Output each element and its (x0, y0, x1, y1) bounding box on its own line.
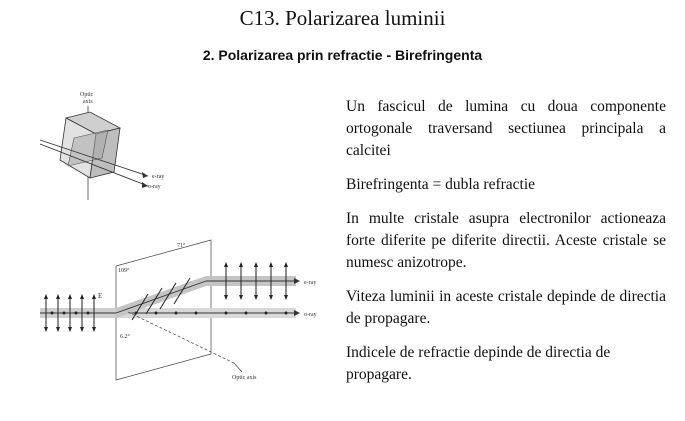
explanation-text (346, 96, 666, 398)
optic-axis-label-1: Optic (80, 92, 94, 98)
o-ray-label: o-ray (304, 312, 317, 318)
paragraph-refractive-index: Indicele de refractie depinde de directia de propagare. (346, 344, 611, 383)
optic-axis-label: Optic axis (232, 375, 257, 381)
optic-axis-line (128, 312, 236, 364)
o-ray-label: o-ray (148, 184, 161, 190)
slide-subtitle: 2. Polarizarea prin refractie - Birefringenta (202, 47, 483, 63)
paragraph-calcite: Un fascicul de lumina cu doua componente ortogonale traversand sectiunea principala a calcitei (346, 98, 666, 159)
calcite-crystal-figure (30, 88, 200, 218)
e-ray-label: e-ray (304, 280, 317, 286)
e-field-label: E (98, 292, 103, 300)
angle-6-2-label: 6.2° (120, 334, 130, 340)
e-ray-arrow (142, 172, 148, 178)
angle-71-label: 71° (177, 243, 186, 249)
optic-axis-label-2: axis (83, 99, 93, 105)
paragraph-birefringence: Birefringenta = dubla refractie (346, 176, 536, 193)
paragraph-light-speed: Viteza luminii in aceste cristale depinde de directia de propagare. (346, 288, 666, 327)
double-refraction-figure (36, 232, 326, 382)
angle-109-label: 109° (118, 268, 130, 274)
slide-title: C13. Polarizarea luminii (239, 6, 446, 30)
e-ray-label: e-ray (152, 174, 165, 180)
paragraph-anisotropic: In multe cristale asupra electronilor actioneaza forte diferite pe diferite directii. Aceste cristale se numesc anizotrope. (346, 210, 666, 271)
